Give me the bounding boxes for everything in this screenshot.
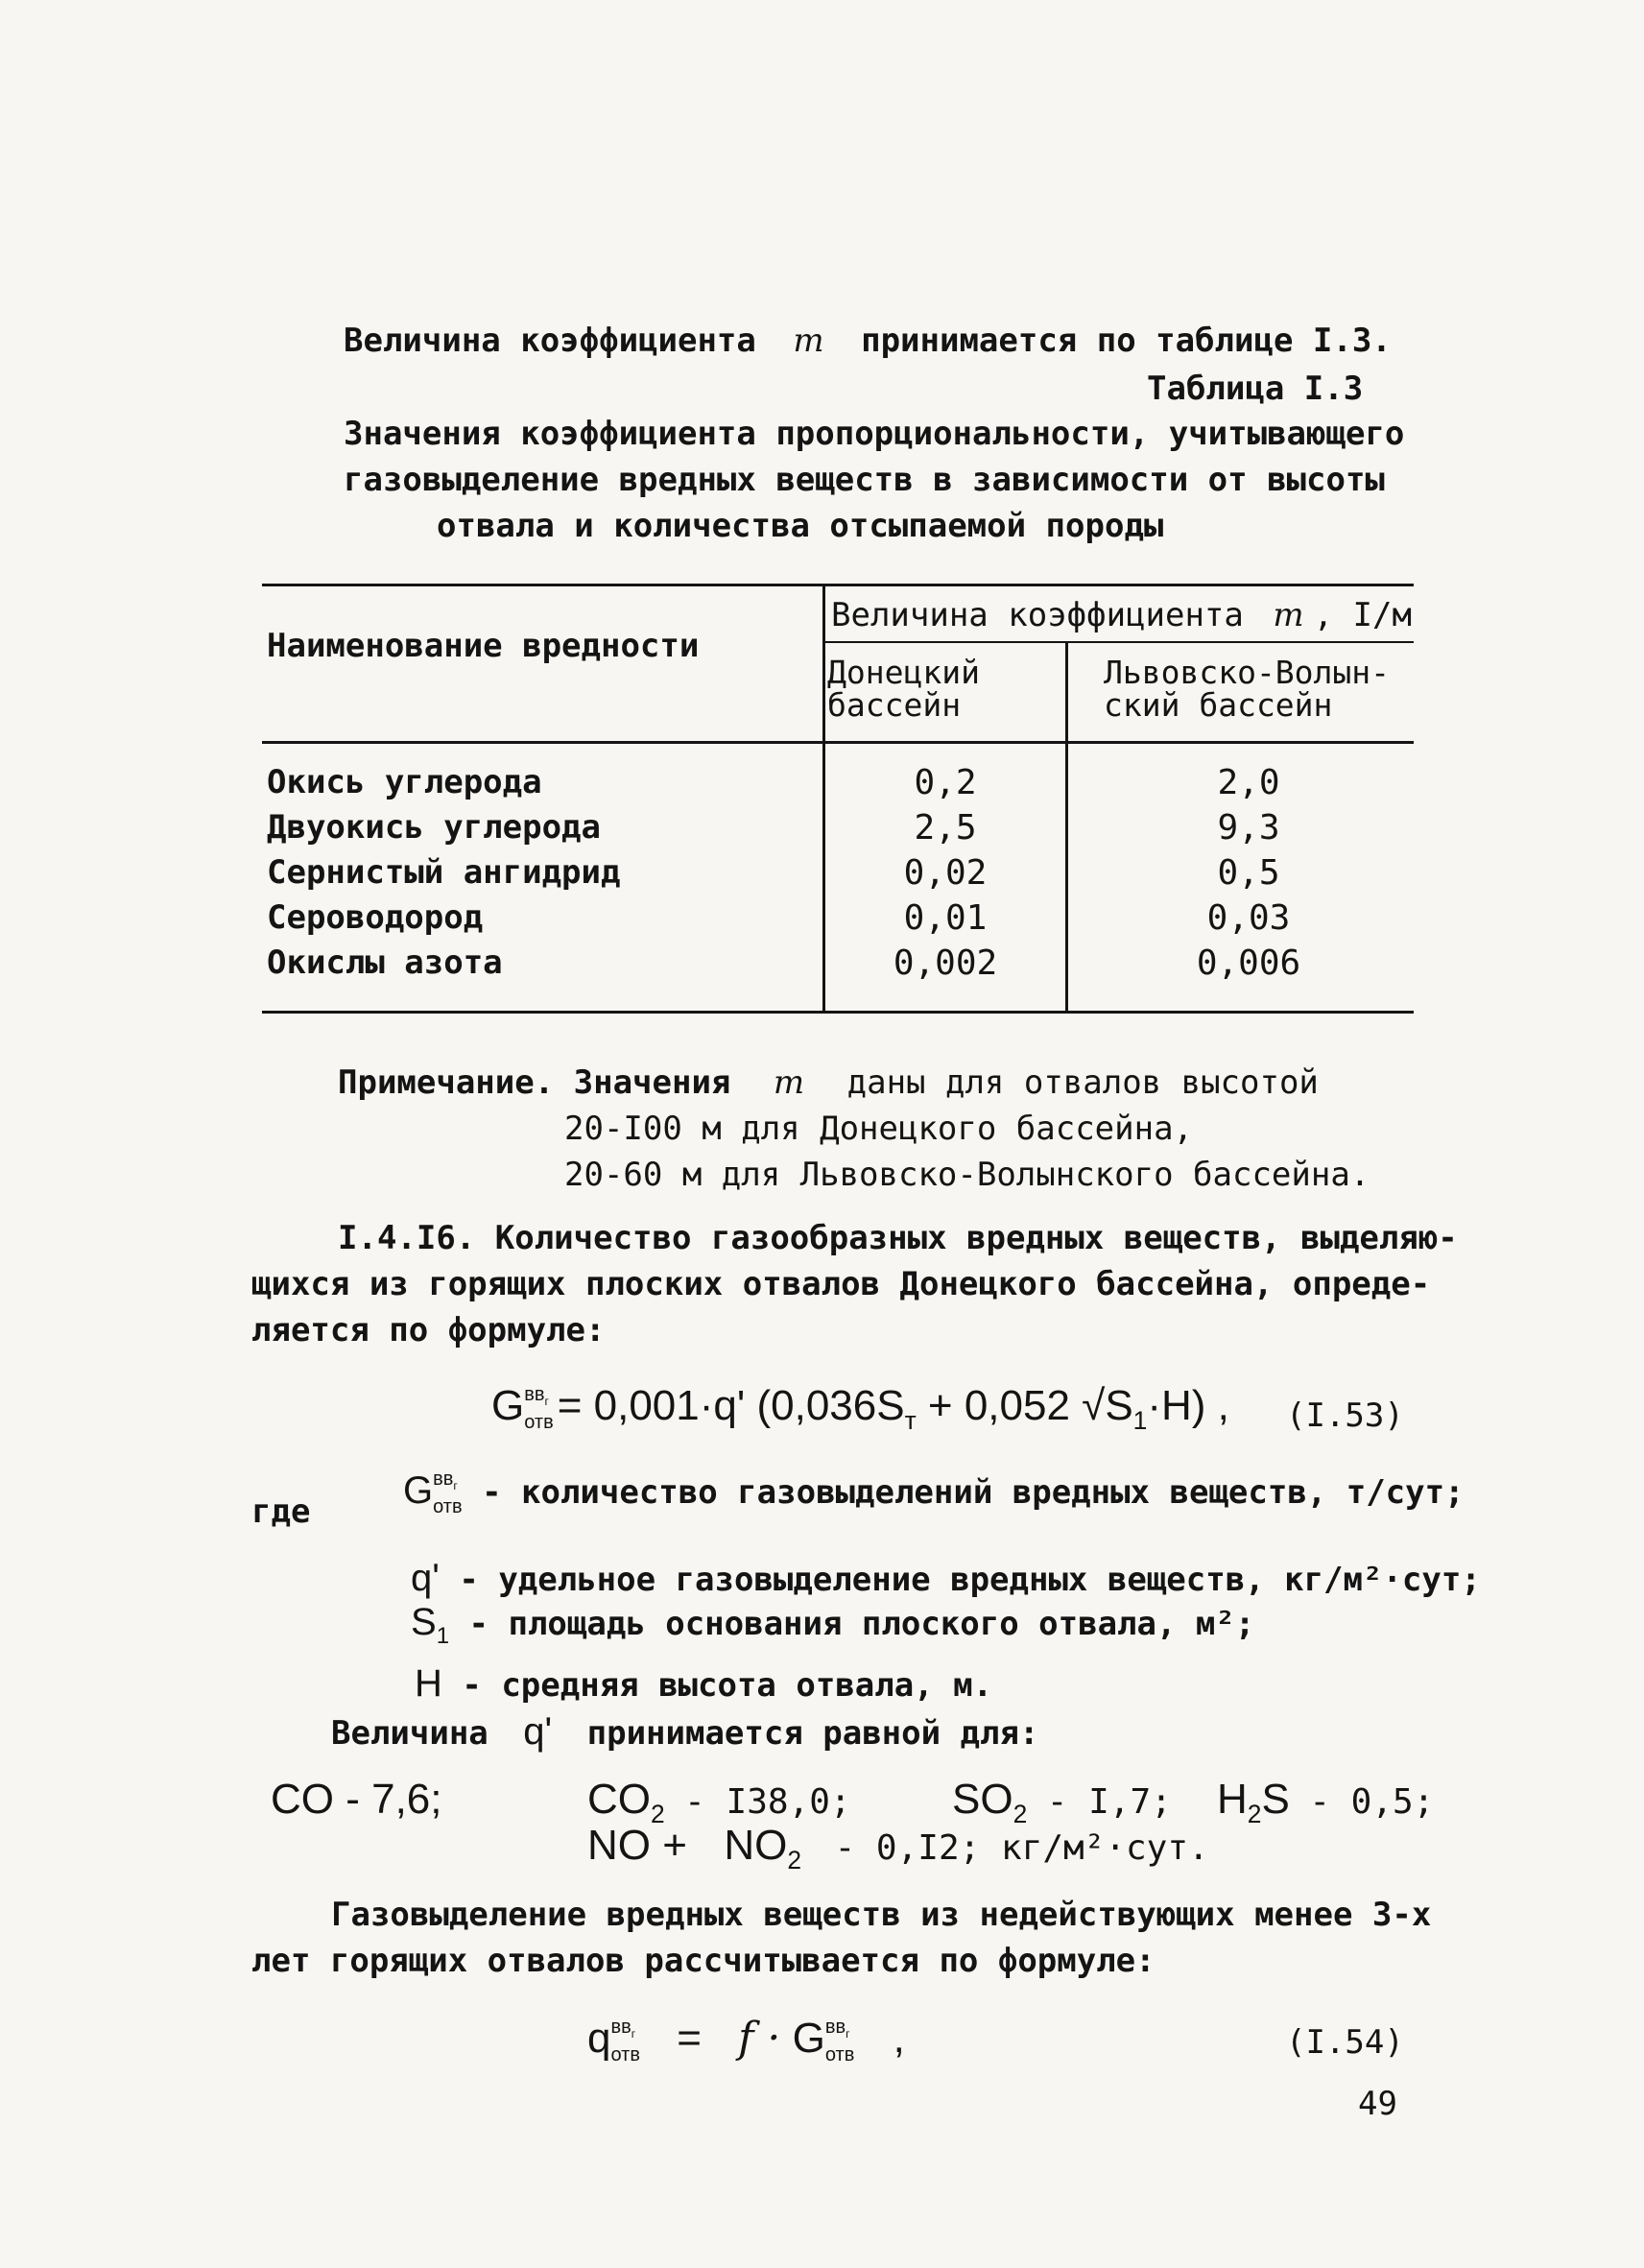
formula-154-rhs-sup-main: вв	[824, 2016, 846, 2038]
formula-153-lhs-sup	[524, 1384, 553, 1412]
qvalue-so2-symbol	[952, 1776, 1028, 1828]
formula-154-rhs-sup-sub: г	[846, 2026, 850, 2041]
note-line-1	[338, 1063, 1319, 1102]
formula-154-rhs-main: G	[792, 2015, 825, 2062]
formula-154-lhs-sup-main: вв	[610, 2016, 631, 2038]
qvalue-h2s	[1217, 1776, 1434, 1829]
formula-154	[587, 2014, 905, 2065]
where-item-3-sub: 1	[436, 1623, 450, 1649]
formula-154-lhs-main: q	[587, 2015, 611, 2062]
table-row-3-name: Сернистый ангидрид	[267, 853, 621, 892]
formula-154-lhs-sub: отв	[610, 2043, 640, 2065]
formula-154-rhs-sup	[825, 2017, 854, 2044]
formula-154-rhs	[792, 2015, 855, 2065]
table-row-4-donetsk: 0,01	[903, 898, 988, 938]
table-header-name: Наименование вредности	[267, 627, 700, 665]
qvalue-h2s-sym-main: H	[1217, 1776, 1248, 1823]
table-header-bottom-rule	[262, 741, 1414, 744]
page-number: 49	[1358, 2085, 1397, 2123]
note-symbol: m	[773, 1063, 805, 1102]
qvalue-nox-b-main: NO	[724, 1822, 788, 1869]
qvalue-h2s-symbol	[1217, 1776, 1290, 1828]
table-row-4-name: Сероводород	[267, 898, 484, 937]
table-bottom-rule	[262, 1011, 1414, 1014]
intro-symbol: m	[793, 322, 824, 360]
formula-153-rhs-mid: + 0,052 √S	[916, 1382, 1133, 1429]
qvalue-co	[271, 1776, 442, 1824]
formula-153-rhs-sub-2: 1	[1132, 1405, 1148, 1435]
table-caption-line-2: газовыделение вредных веществ в зависимости от высоты	[344, 461, 1385, 499]
intro-lead: Величина коэффициента	[344, 322, 756, 360]
para16-line-2: щихся из горящих плоских отвалов Донецкого бассейна, опреде-	[251, 1265, 1431, 1303]
where-item-1	[403, 1468, 1465, 1517]
qvalue-nox-b-sub: 2	[787, 1845, 802, 1874]
formula-153-lhs	[491, 1382, 558, 1433]
where-item-1-sup	[433, 1468, 462, 1496]
qvalue-h2s-value: - 0,5;	[1309, 1782, 1435, 1822]
table-row-1-donetsk: 0,2	[914, 763, 977, 802]
formula-154-lhs-sup	[610, 2017, 639, 2044]
formula-154-eq: =	[677, 2015, 702, 2062]
where-item-4-symbol: H	[415, 1662, 442, 1705]
qvalue-co2-sub: 2	[651, 1799, 665, 1828]
table-row-2-lviv: 9,3	[1217, 808, 1280, 848]
table-row-5-donetsk: 0,002	[893, 943, 998, 983]
qvalue-so2-sym-main: SO	[952, 1776, 1013, 1823]
table-row-2-name: Двуокись углерода	[267, 808, 601, 847]
formula-154-number: (I.54)	[1286, 2023, 1404, 2062]
where-item-1-sup-sub: г	[453, 1479, 458, 1492]
formula-154-lhs	[587, 2015, 640, 2065]
coef-header-lead: Величина коэффициента	[831, 596, 1244, 634]
qvalue-co-text: CO - 7,6;	[271, 1776, 442, 1823]
qvalue-so2-sub: 2	[1013, 1799, 1028, 1828]
table-row-4-lviv: 0,03	[1206, 898, 1291, 938]
coef-header-symbol: m	[1273, 596, 1304, 634]
table-header-coef	[831, 596, 1412, 634]
qvalue-co2-sym-main: CO	[587, 1776, 651, 1823]
where-item-3-sym-main: S	[411, 1601, 437, 1643]
table-top-rule	[262, 584, 1414, 586]
formula-154-comma: ,	[893, 2015, 905, 2062]
formula-153-lhs-sup-main: вв	[524, 1383, 545, 1405]
subheader-donetsk-line-2: бассейн	[827, 686, 962, 724]
qvalue-co2-value: - I38,0;	[684, 1782, 851, 1822]
subheader-lviv-line-2: ский бассейн	[1104, 686, 1333, 724]
table-row-1-lviv: 2,0	[1217, 763, 1280, 802]
table-vertical-rule-1	[822, 584, 825, 1013]
formula-153-number: (I.53)	[1286, 1397, 1404, 1435]
where-item-3-desc: - площадь основания плоского отвала, м²;	[468, 1605, 1255, 1643]
qvalue-tail: принимается равной для:	[586, 1714, 1039, 1753]
table-coef-header-rule	[822, 641, 1414, 643]
qvalue-h2s-tail: S	[1261, 1776, 1290, 1823]
formula-154-factor: f ·	[738, 2014, 781, 2063]
qvalue-so2-value: - I,7;	[1046, 1782, 1172, 1822]
where-item-1-sub: отв	[433, 1496, 463, 1517]
qvalue-symbol: q'	[523, 1710, 553, 1753]
formula-153	[491, 1382, 1229, 1436]
where-word: где	[251, 1492, 311, 1531]
table-subheader-donetsk	[827, 654, 980, 724]
table-row-3-lviv: 0,5	[1217, 853, 1280, 893]
subheader-lviv-line-1: Львовско-Волын-	[1104, 654, 1391, 691]
where-item-4-desc: - средняя высота отвала, м.	[462, 1666, 993, 1705]
para-inactive-line-2: лет горящих отвалов рассчитывается по формуле:	[251, 1942, 1156, 1980]
intro-line	[344, 322, 1392, 360]
note-tail: даны для отвалов высотой	[846, 1063, 1319, 1102]
note-line-2: 20-I00 м для Донецкого бассейна,	[564, 1110, 1194, 1148]
where-item-4	[415, 1662, 992, 1706]
table-caption-line-3: отвала и количества отсыпаемой породы	[437, 507, 1164, 545]
qvalue-nox	[587, 1822, 1209, 1875]
qvalue-h2s-sub: 2	[1247, 1799, 1262, 1828]
formula-154-lhs-sup-sub: г	[631, 2026, 636, 2041]
where-item-2	[411, 1557, 1481, 1600]
note-lead: Примечание. Значения	[338, 1063, 731, 1102]
formula-153-lhs-sub: отв	[524, 1411, 554, 1433]
formula-153-lhs-main: G	[491, 1382, 525, 1429]
para16-line-3: ляется по формуле:	[251, 1311, 606, 1349]
coef-header-unit: , I/м	[1313, 596, 1412, 634]
table-row-5-lviv: 0,006	[1196, 943, 1301, 983]
where-item-3-symbol	[411, 1601, 450, 1649]
formula-153-rhs-sub-1: т	[904, 1405, 917, 1435]
qvalue-nox-a: NO +	[587, 1822, 687, 1869]
where-item-3	[411, 1601, 1254, 1650]
where-item-2-symbol: q'	[411, 1557, 440, 1599]
qvalue-co2-symbol	[587, 1776, 665, 1828]
table-row-2-donetsk: 2,5	[914, 808, 977, 848]
where-item-1-sup-main: вв	[433, 1468, 454, 1490]
formula-154-rhs-sub: отв	[824, 2043, 855, 2065]
table-vertical-rule-2	[1065, 641, 1068, 1013]
qvalue-nox-value: - 0,I2; кг/м²·сут.	[834, 1828, 1209, 1868]
table-row-1-name: Окись углерода	[267, 763, 542, 801]
para-inactive-line-1: Газовыделение вредных веществ из недействующих менее 3-х	[331, 1896, 1432, 1934]
qvalue-intro	[331, 1710, 1038, 1754]
table-label: Таблица I.3	[1147, 370, 1364, 408]
formula-153-rhs-end: ·H) ,	[1147, 1382, 1229, 1429]
table-caption-line-1: Значения коэффициента пропорциональности, учитывающего	[344, 415, 1405, 453]
formula-153-rhs: = 0,001·q' (0,036S	[557, 1382, 905, 1429]
where-item-1-desc: - количество газовыделений вредных веществ, т/сут;	[482, 1473, 1465, 1513]
where-item-1-sym-main: G	[403, 1469, 434, 1513]
intro-tail: принимается по таблице I.3.	[861, 322, 1392, 360]
where-item-2-desc: - удельное газовыделение вредных веществ, кг/м²·сут;	[459, 1561, 1481, 1599]
qvalue-lead: Величина	[331, 1714, 488, 1753]
table-row-3-donetsk: 0,02	[903, 853, 988, 893]
subheader-donetsk-line-1: Донецкий	[827, 654, 980, 691]
table-row-5-name: Окислы азота	[267, 943, 503, 982]
qvalue-nox-b	[724, 1822, 802, 1874]
para16-line-1: I.4.I6. Количество газообразных вредных веществ, выделяю-	[338, 1219, 1458, 1257]
where-item-1-symbol	[403, 1468, 463, 1517]
table-subheader-lviv	[1104, 654, 1391, 724]
formula-153-lhs-sup-sub: г	[544, 1394, 549, 1408]
note-line-3: 20-60 м для Львовско-Волынского бассейна.	[564, 1156, 1370, 1194]
